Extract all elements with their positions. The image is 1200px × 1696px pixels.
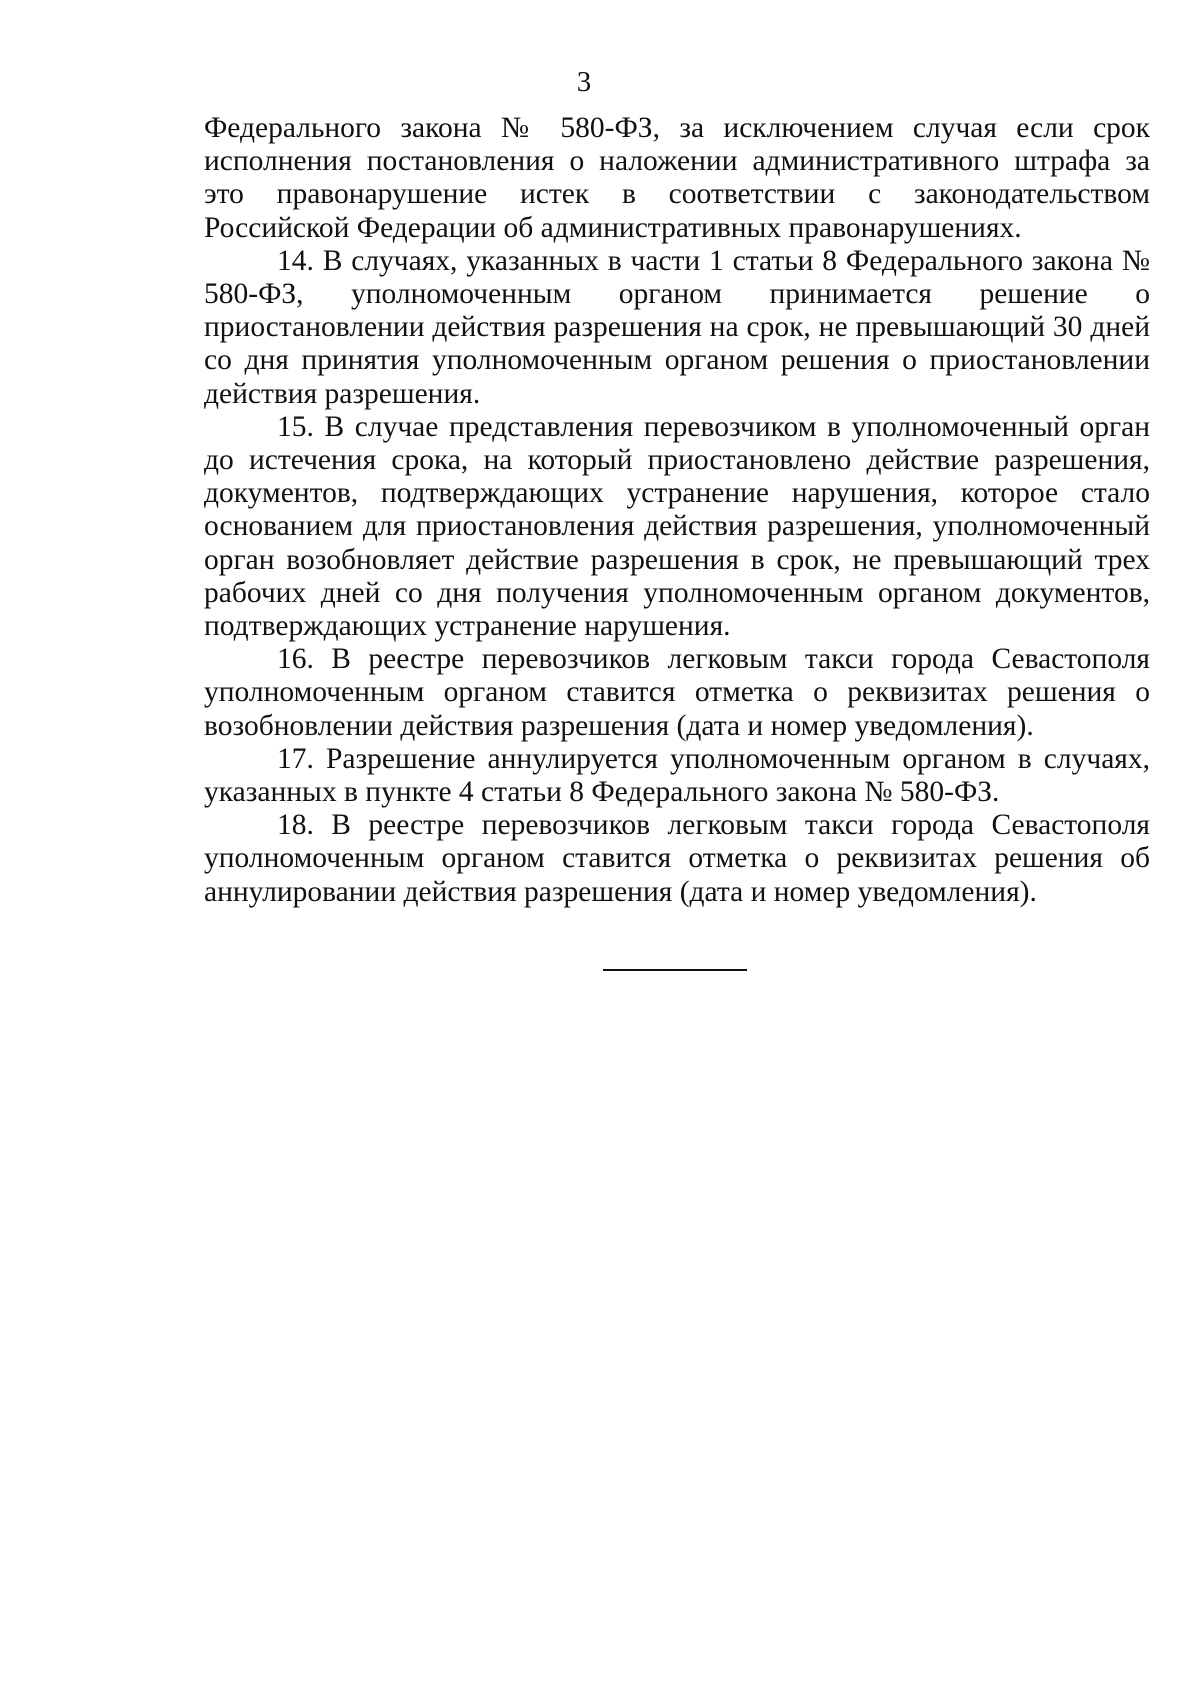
paragraph-16: 16. В реестре перевозчиков легковым такси города Севастополя уполномоченным органом ставится отметка о реквизитах решения о возобновлении действия разрешения (дата и номер уведомления).: [204, 643, 1150, 742]
paragraph-17: 17. Разрешение аннулируется уполномоченным органом в случаях, указанных в пункте 4 статьи 8 Федерального закона № 580-ФЗ.: [204, 742, 1150, 809]
page-number: 3: [576, 66, 592, 98]
document-body: [204, 112, 1150, 909]
end-divider: [603, 969, 747, 971]
paragraph-14: 14. В случаях, указанных в части 1 статьи 8 Федерального закона № 580-ФЗ, уполномоченным органом принимается решение о приостановлении действия разрешения на срок, не превышающий 30 дней со дня принятия уполномоченным органом решения о приостановлении действия разрешения.: [204, 244, 1150, 410]
paragraph-continuation: Федерального закона № 580-ФЗ, за исключением случая если срок исполнения постановления о наложении административного штрафа за это правонарушение истек в соответствии с законодательством Российской Федерации об административных правонарушениях.: [204, 112, 1150, 244]
paragraph-15: 15. В случае представления перевозчиком в уполномоченный орган до истечения срока, на который приостановлено действие разрешения, документов, подтверждающих устранение нарушения, которое стало основанием для приостановления действия разрешения, уполномоченный орган возобновляет действие разрешения в срок, не превышающий трех рабочих дней со дня получения уполномоченным органом документов, подтверждающих устранение нарушения.: [204, 410, 1150, 643]
paragraph-18: 18. В реестре перевозчиков легковым такси города Севастополя уполномоченным органом ставится отметка о реквизитах решения об аннулировании действия разрешения (дата и номер уведомления).: [204, 809, 1150, 908]
